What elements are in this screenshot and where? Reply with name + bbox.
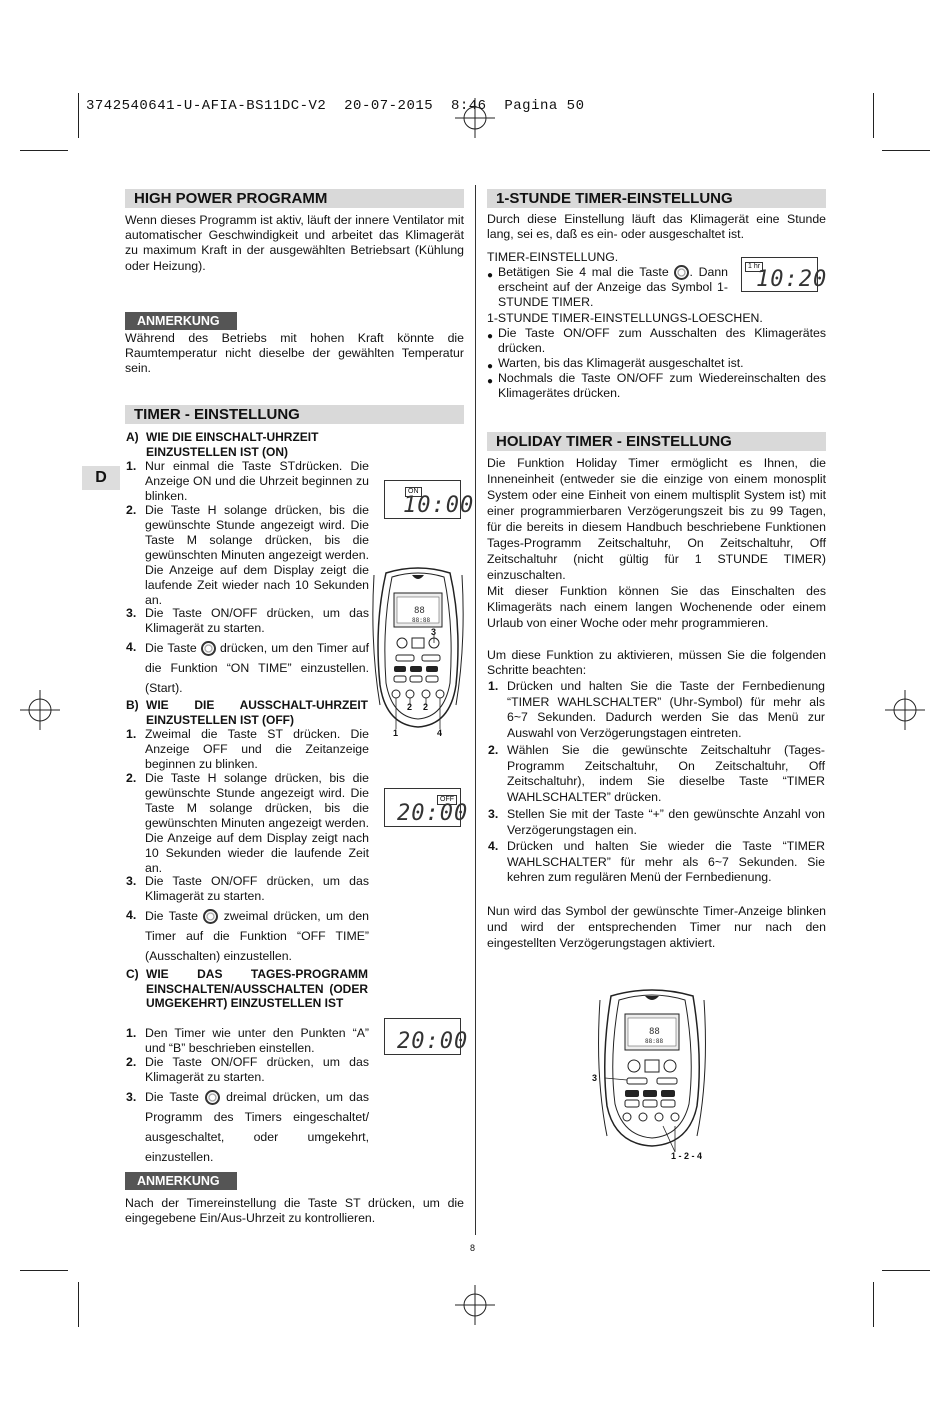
timer-a-step-1: Nur einmal die Taste STdrücken. Die Anzeige ON und die Uhrzeit beginnen zu blinken. (145, 459, 369, 503)
timer-b-step-4 (145, 906, 369, 966)
bullet-icon: ● (487, 270, 494, 281)
lcd-display-on (384, 480, 475, 519)
crop-mark (20, 150, 68, 151)
print-header: 3742540641-U-AFIA-BS11DC-V2 20-07-2015 8:46 Pagina 50 (86, 98, 585, 114)
timer-c-heading: WIE DAS TAGES-PROGRAMM EINSCHALTEN/AUSSCHALTEN (ODER UMGEKEHRT) EINZUSTELLEN IST (146, 967, 368, 1010)
lcd-one-hour-tag: 1 hr (745, 262, 763, 272)
crop-mark (882, 1270, 930, 1271)
step-number: 3. (126, 606, 137, 620)
holiday-body-2: Mit dieser Funktion können Sie das Einschalten des Klimageräts nach einem langen Wochenende oder einem Urlaub von einer Woche oder mehr programmieren. (487, 584, 826, 630)
lcd-off-tag: OFF (437, 795, 457, 805)
svg-text:88:88: 88:88 (645, 1038, 664, 1045)
step-text-post: drücken, um den Timer auf die Funktion “ON TIME” einzustellen. (Start). (145, 641, 369, 695)
page-number: 8 (470, 1243, 476, 1253)
timer-knob-icon (201, 641, 216, 656)
bullet-icon: ● (487, 331, 494, 342)
remote-label-4: 4 (437, 728, 443, 738)
step-number: 1. (126, 727, 137, 741)
step-number: 4. (126, 908, 137, 922)
remote-label-2b: 2 (423, 702, 429, 712)
bullet-icon: ● (487, 376, 494, 387)
remote-label-2a: 2 (407, 702, 413, 712)
step-number: 1. (488, 679, 499, 693)
one-hour-sub-2: 1-STUNDE TIMER-EINSTELLUNGS-LOESCHEN. (487, 311, 763, 325)
step-number: 1. (126, 459, 137, 473)
timer-a-heading: WIE DIE EINSCHALT-UHRZEIT EINZUSTELLEN IST (ON) (146, 430, 319, 459)
remote-control-illustration (372, 565, 464, 737)
timer-a-step-4 (145, 638, 369, 698)
timer-knob-icon (203, 909, 218, 924)
holiday-body-4: Nun wird das Symbol der gewünschte Timer-Anzeige blinken und wird der entsprechenden Timer nur nach den eingestellten Verzögerungstagen aktiviert. (487, 904, 826, 950)
svg-text:88: 88 (649, 1027, 660, 1037)
section-title-timer: TIMER - EINSTELLUNG (125, 405, 464, 424)
holiday-step-2: Wählen Sie die gewünschte Zeitschaltuhr (Tages-Programm Zeitschaltuhr, On Zeitschaltuhr, Off Zeitschaltuhr), indem Sie dieselbe Taste “TIMER WAHLSCHALTER” drücken. (507, 743, 825, 804)
registration-mark-icon (885, 690, 925, 730)
timer-c-letter: C) (126, 967, 139, 981)
holiday-step-1: Drücken und halten Sie die Taste der Fernbedienung “TIMER WAHLSCHALTER” (Uhr-Symbol) für mehr als 6~7 Sekunden. Dadurch werden Sie das Menü zur Auswahl von Verzögerungstagen eintreten. (507, 679, 825, 740)
step-text-pre: Die Taste (145, 1090, 199, 1104)
timer-knob-icon (674, 265, 689, 280)
step-number: 2. (488, 743, 499, 757)
crop-mark (873, 93, 874, 138)
lcd-on-tag: ON (405, 487, 422, 497)
section-title-holiday: HOLIDAY TIMER - EINSTELLUNG (487, 432, 826, 451)
step-number: 2. (126, 503, 137, 517)
timer-b-step-3: Die Taste ON/OFF drücken, um das Klimagerät zu starten. (145, 874, 369, 903)
timer-a-step-3: Die Taste ON/OFF drücken, um das Klimagerät zu starten. (145, 606, 369, 635)
step-text-pre: Die Taste (145, 641, 197, 655)
one-hour-sub-1: TIMER-EINSTELLUNG. (487, 250, 619, 264)
crop-mark (78, 93, 79, 138)
one-hour-bullet-3: Warten, bis das Klimagerät ausgeschaltet ist. (498, 356, 744, 370)
timer-c-step-2: Die Taste ON/OFF drücken, um das Klimagerät zu starten. (145, 1055, 369, 1084)
bullet-text-post: . Dann erscheint auf der Anzeige das Symbol 1-STUNDE TIMER. (498, 265, 728, 310)
registration-mark-icon (455, 1285, 495, 1325)
high-power-body: Wenn dieses Programm ist aktiv, läuft der innere Ventilator mit automatischer Geschwindigkeit und arbeitet das Klimagerät zu maximum Kraft in der ausgewählten Betriebsart (Kühlung oder Heizung). (125, 213, 464, 273)
lcd-daily-digits: 20:00 (397, 1029, 469, 1054)
lcd-display-off (384, 788, 469, 827)
holiday-step-3: Stellen Sie mit der Taste “+” den gewünschte Anzahl von Verzögerungstagen ein. (507, 807, 825, 837)
lcd-display-daily (384, 1018, 469, 1055)
svg-text:88: 88 (414, 606, 425, 616)
holiday-body-1: Die Funktion Holiday Timer ermöglicht es Ihnen, die Inneneinheit (entweder sie die einzige von einem monosplit System oder eine Einheit von einem multisplit System ist) mit einer programmierbaren Verzögerungszeit bis zu 99 Tagen, für die bereits in diesem Handbuch beschriebene Funktionen Tages-Programm Zeitschaltuhr, On Zeitschaltuhr, Off Zeitschaltuhr (nicht gültig für 1 STUNDE TIMER) einzuschalten. (487, 456, 826, 582)
crop-mark (20, 1270, 68, 1271)
note-label: ANMERKUNG (125, 312, 237, 330)
remote-control-illustration (597, 986, 707, 1156)
step-text-post: zweimal drücken, um den Timer auf die Funktion “OFF TIME” (Ausschalten) einzustellen. (145, 909, 369, 963)
timer-b-heading: WIE DIE AUSSCHALT-UHRZEIT EINZUSTELLEN IST (OFF) (146, 698, 368, 727)
column-divider (475, 185, 476, 1235)
step-number: 4. (488, 839, 499, 853)
lcd-display-one-hour (741, 257, 828, 292)
step-number: 3. (126, 1090, 137, 1104)
one-hour-bullet-1 (498, 265, 728, 310)
one-hour-body: Durch diese Einstellung läuft das Klimagerät eine Stunde lang, sei es, daß es ein- oder ausgeschaltet ist. (487, 212, 826, 242)
bullet-icon: ● (487, 361, 494, 372)
remote-label-3: 3 (431, 627, 437, 637)
step-number: 1. (126, 1026, 137, 1040)
lcd-off-digits: 20:00 (397, 801, 469, 826)
high-power-note: Während des Betriebs mit hohen Kraft könnte die Raumtemperatur nicht dieselbe der gewählten Temperatur sein. (125, 331, 464, 376)
registration-mark-icon (455, 98, 495, 138)
timer-note: Nach der Timereinstellung die Taste ST drücken, um die eingegebene Ein/Aus-Uhrzeit zu kontrollieren. (125, 1196, 464, 1226)
lcd-one-hour-digits: 10:20 (756, 267, 828, 292)
timer-c-step-1: Den Timer wie unter den Punkten “A” und “B” beschrieben einstellen. (145, 1026, 369, 1055)
lcd-on-digits: 10:00 (403, 493, 475, 518)
step-text-post: dreimal drücken, um das Programm des Timers eingeschaltet/ ausgeschaltet, oder umgekehrt, einzustellen. (145, 1090, 369, 1164)
step-number: 4. (126, 640, 137, 654)
timer-c-step-3 (145, 1087, 369, 1167)
crop-mark (882, 150, 930, 151)
step-number: 3. (126, 874, 137, 888)
crop-mark (78, 1282, 79, 1327)
crop-mark (873, 1282, 874, 1327)
registration-mark-icon (20, 690, 60, 730)
step-number: 2. (126, 771, 137, 785)
svg-text:88:88: 88:88 (412, 617, 431, 624)
language-tab: D (82, 466, 120, 490)
remote-label-3: 3 (592, 1073, 598, 1083)
note-label: ANMERKUNG (125, 1172, 237, 1190)
timer-a-letter: A) (126, 430, 139, 444)
step-number: 2. (126, 1055, 137, 1069)
one-hour-bullet-2: Die Taste ON/OFF zum Ausschalten des Klimagerätes drücken. (498, 326, 826, 355)
timer-knob-icon (205, 1090, 220, 1105)
holiday-step-4: Drücken und halten Sie wieder die Taste “TIMER WAHLSCHALTER” für mehr als 6~7 Sekunden. Sie kehren zum regulären Menü der Fernbedienung. (507, 839, 825, 885)
timer-b-letter: B) (126, 698, 139, 712)
timer-b-step-2: Die Taste H solange drücken, bis die gewünschte Stunde angezeigt wird. Die Taste M solange drücken, bis die gewünschten Minuten angezeigt werden. Die Anzeige auf dem Display zeigt nach 10 Sekunden wieder die laufende Zeit an. (145, 771, 369, 875)
remote-label-1: 1 (393, 728, 399, 738)
bullet-text-pre: Betätigen Sie 4 mal die Taste (498, 265, 669, 279)
step-text-pre: Die Taste (145, 909, 198, 923)
timer-a-step-2: Die Taste H solange drücken, bis die gewünschte Stunde angezeigt wird. Die Taste M solange drücken, bis die gewünschten Minuten angezeigt werden. Die Anzeige auf dem Display zeigt die laufende Zeit wieder nach 10 Sekunden an. (145, 503, 369, 607)
one-hour-bullet-4: Nochmals die Taste ON/OFF zum Wiedereinschalten des Klimagerätes drücken. (498, 371, 826, 400)
timer-b-step-1: Zweimal die Taste ST drücken. Die Anzeige OFF und die Zeitanzeige beginnen zu blinken. (145, 727, 369, 771)
section-title-high-power: HIGH POWER PROGRAMM (125, 189, 464, 208)
holiday-body-3: Um diese Funktion zu aktivieren, müssen Sie die folgenden Schritte beachten: (487, 648, 826, 678)
step-number: 3. (488, 807, 499, 821)
section-title-one-hour: 1-STUNDE TIMER-EINSTELLUNG (487, 189, 826, 208)
remote-label-1-2-4: 1 - 2 - 4 (671, 1151, 703, 1161)
